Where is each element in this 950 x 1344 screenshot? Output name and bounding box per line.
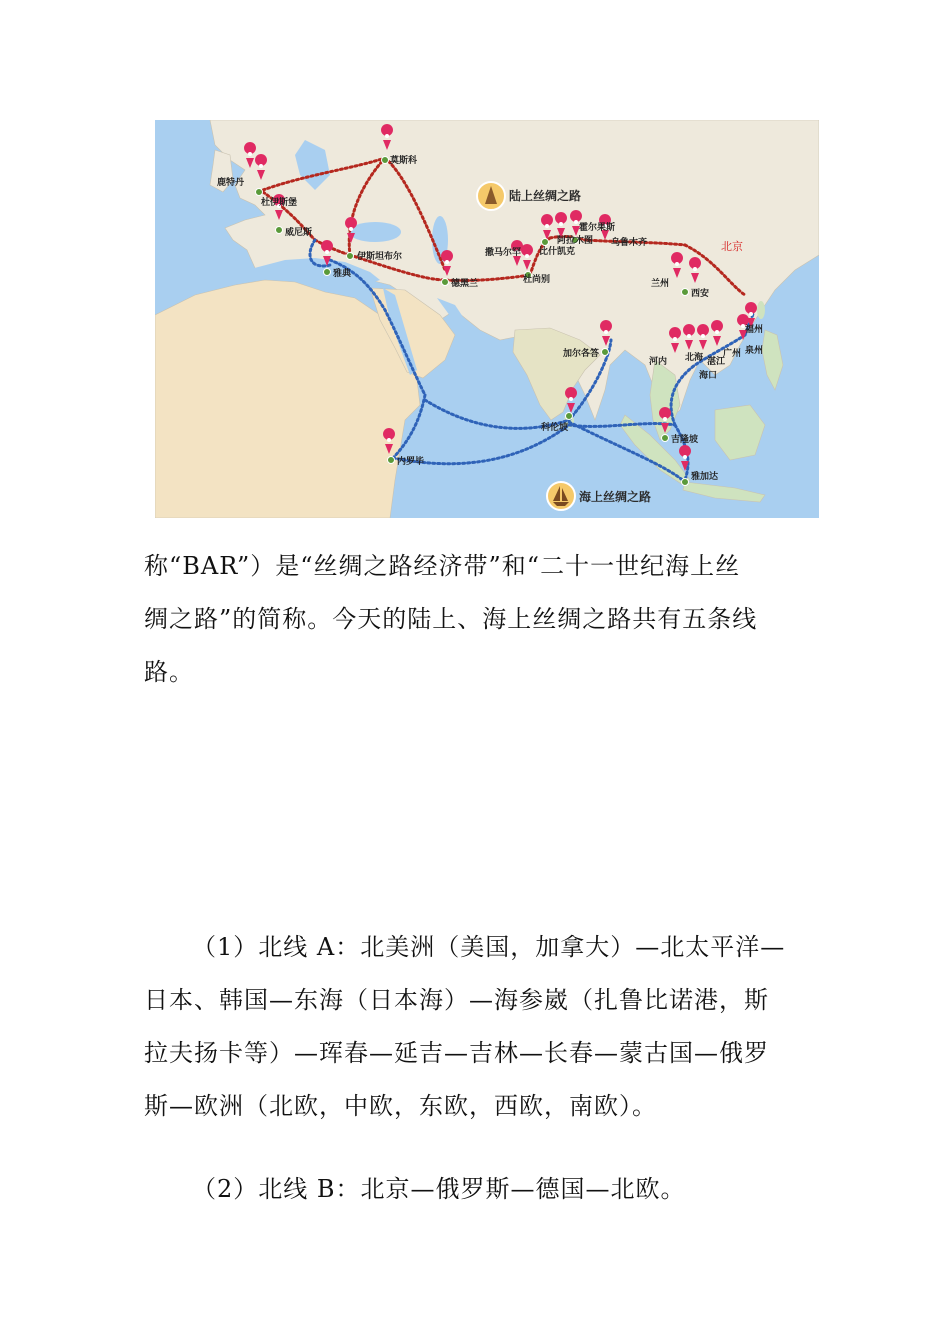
label-lutedan: 鹿特丹 bbox=[217, 178, 245, 188]
land-route-label: 陆上丝绸之路 bbox=[509, 189, 582, 203]
route-b-paragraph bbox=[144, 1163, 814, 1216]
label-yisitanbuer: 伊斯坦布尔 bbox=[357, 252, 403, 262]
label-lanzhou: 兰州 bbox=[651, 279, 670, 289]
label-haikou: 海口 bbox=[699, 371, 718, 381]
label-beihai: 北海 bbox=[685, 353, 704, 363]
label-duyisibao: 杜伊斯堡 bbox=[261, 198, 298, 208]
label-huoerguosi: 霍尔果斯 bbox=[579, 223, 616, 233]
intro-paragraph bbox=[144, 540, 814, 699]
label-bishikaike: 比什凯克 bbox=[539, 247, 576, 257]
label-mosike: 莫斯科 bbox=[390, 156, 418, 166]
black-sea bbox=[349, 222, 401, 242]
label-quanzhou: 泉州 bbox=[745, 346, 764, 356]
route-a-line-1: （1）北线 A：北美洲（美国，加拿大）—北太平洋— bbox=[192, 933, 786, 961]
label-yadian: 雅典 bbox=[333, 269, 352, 279]
label-zhanjiang: 湛江 bbox=[707, 357, 726, 367]
intro-line-2: 绸之路”的简称。今天的陆上、海上丝绸之路共有五条线 bbox=[144, 605, 758, 633]
route-a-line-3: 拉夫扬卡等）—珲春—延吉—吉林—长春—蒙古国—俄罗 bbox=[144, 1039, 769, 1067]
sea-route-label: 海上丝绸之路 bbox=[579, 490, 652, 504]
route-b-line-1: （2）北线 B：北京—俄罗斯—德国—北欧。 bbox=[192, 1175, 686, 1203]
label-xian: 西安 bbox=[691, 289, 710, 299]
intro-line-1: 称“BAR”）是“丝绸之路经济带”和“二十一世纪海上丝 bbox=[144, 552, 741, 580]
label-samaerhan: 撒马尔罕 bbox=[485, 248, 522, 258]
label-beijing: 北京 bbox=[721, 240, 743, 253]
silk-road-map bbox=[155, 120, 819, 518]
route-a-line-4: 斯—欧洲（北欧，中欧，东欧，西欧，南欧）。 bbox=[144, 1092, 657, 1120]
label-neiluobi: 内罗毕 bbox=[397, 457, 425, 467]
label-henei: 河内 bbox=[649, 357, 668, 367]
label-kelunpo: 科伦坡 bbox=[541, 423, 569, 433]
route-a-line-2: 日本、韩国—东海（日本海）—海参崴（扎鲁比诺港，斯 bbox=[144, 986, 769, 1014]
label-wulumuqi: 乌鲁木齐 bbox=[611, 238, 648, 248]
label-dushanbie: 杜尚别 bbox=[523, 275, 551, 285]
label-guangzhou: 广州 bbox=[723, 349, 742, 359]
label-jiaergeda: 加尔各答 bbox=[563, 349, 600, 359]
label-fuzhou: 福州 bbox=[745, 325, 764, 335]
label-yajiada: 雅加达 bbox=[691, 472, 719, 482]
label-deheilan: 德黑兰 bbox=[451, 279, 479, 289]
label-weinisi: 威尼斯 bbox=[285, 228, 313, 238]
taiwan-land bbox=[757, 301, 765, 319]
label-jialong: 吉隆坡 bbox=[671, 435, 699, 445]
intro-line-3: 路。 bbox=[144, 658, 194, 686]
route-a-paragraph bbox=[144, 921, 814, 1133]
silk-road-map-svg bbox=[155, 120, 819, 518]
label-alamutu: 阿拉木图 bbox=[557, 236, 594, 246]
